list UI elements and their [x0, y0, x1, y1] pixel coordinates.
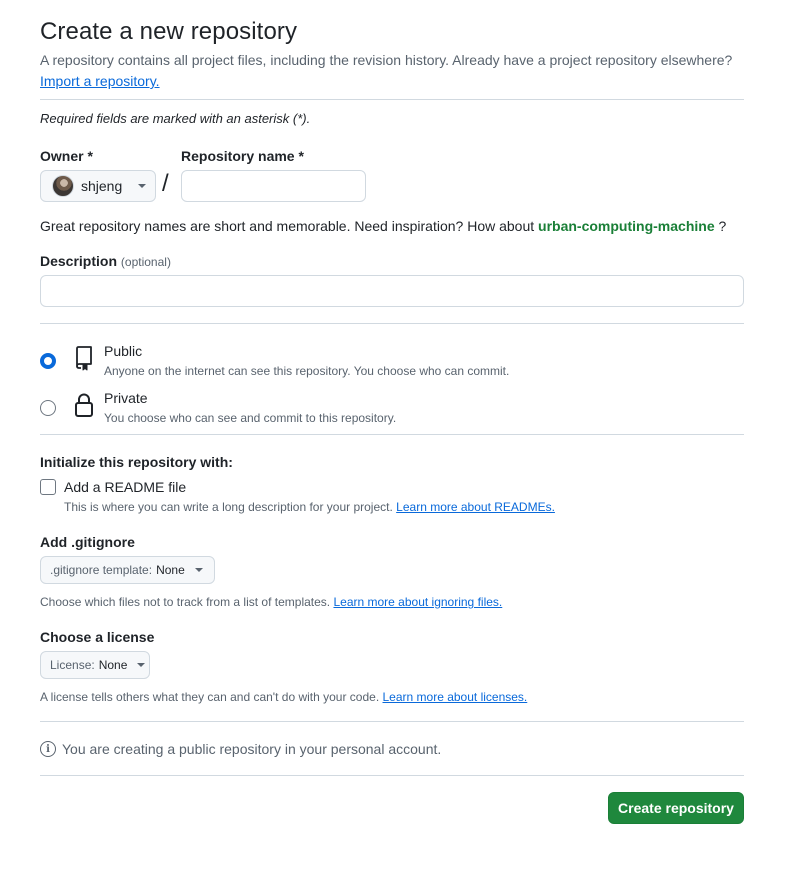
suggested-name-link[interactable]: urban-computing-machine: [538, 218, 715, 234]
repository-name-input[interactable]: [181, 170, 366, 202]
learn-ignoring-files-link[interactable]: Learn more about ignoring files.: [333, 595, 503, 609]
owner-label: Owner *: [40, 148, 93, 164]
learn-licenses-link[interactable]: Learn more about licenses.: [382, 690, 528, 704]
license-label: Choose a license: [40, 629, 155, 645]
readme-desc-text: This is where you can write a long description for your project.: [64, 500, 393, 514]
private-radio[interactable]: [40, 400, 56, 416]
description-input[interactable]: [40, 275, 744, 307]
license-desc-text: A license tells others what they can and can't do with your code.: [40, 690, 380, 704]
divider: [40, 434, 744, 435]
owner-dropdown[interactable]: [40, 170, 156, 202]
description-label: [40, 253, 171, 269]
page-intro: A repository contains all project files, including the revision history. Already have a project repository elsewhere?: [40, 52, 733, 68]
owner-name: shjeng: [81, 178, 123, 194]
divider: [40, 99, 744, 100]
owner-repo-separator: /: [162, 170, 169, 197]
license-description: [40, 690, 527, 704]
gitignore-desc-text: Choose which files not to track from a list of templates.: [40, 595, 331, 609]
description-label-text: Description: [40, 253, 118, 269]
gitignore-select-prefix: .gitignore template:: [50, 563, 153, 577]
create-repository-button[interactable]: Create repository: [608, 792, 744, 824]
info-message: You are creating a public repository in your personal account.: [62, 741, 442, 757]
gitignore-select-value: None: [156, 563, 185, 577]
chevron-down-icon: [137, 663, 145, 667]
readme-checkbox[interactable]: [40, 479, 56, 495]
chevron-down-icon: [195, 568, 203, 572]
initialize-heading: Initialize this repository with:: [40, 454, 233, 470]
lock-icon: [73, 392, 95, 418]
user-avatar: [52, 175, 74, 197]
private-description: You choose who can see and commit to this repository.: [104, 411, 397, 425]
gitignore-description: [40, 595, 502, 609]
name-suggestion-hint: [40, 218, 726, 234]
license-select-prefix: License:: [50, 658, 95, 672]
private-title: Private: [104, 390, 148, 406]
license-select-value: None: [98, 658, 128, 672]
gitignore-label: Add .gitignore: [40, 534, 135, 550]
divider: [40, 721, 744, 722]
repo-icon: [72, 345, 96, 371]
divider: [40, 775, 744, 776]
repository-name-label: Repository name *: [181, 148, 304, 164]
readme-label: Add a README file: [64, 479, 187, 495]
public-radio[interactable]: [40, 353, 56, 369]
readme-description: [64, 500, 555, 514]
optional-tag: (optional): [120, 255, 171, 269]
learn-readmes-link[interactable]: Learn more about READMEs.: [396, 500, 555, 514]
chevron-down-icon: [138, 184, 146, 188]
public-description: Anyone on the internet can see this repository. You choose who can commit.: [104, 364, 510, 378]
visibility-info: [40, 741, 441, 757]
import-repository-link[interactable]: Import a repository.: [40, 73, 160, 89]
info-icon: i: [40, 741, 56, 757]
public-title: Public: [104, 343, 143, 359]
page-title: Create a new repository: [40, 18, 298, 45]
required-fields-note: Required fields are marked with an asterisk (*).: [40, 111, 311, 126]
hint-text: Great repository names are short and memorable. Need inspiration? How about: [40, 218, 535, 234]
divider: [40, 323, 744, 324]
license-select[interactable]: [40, 651, 150, 679]
hint-suffix: ?: [718, 218, 727, 234]
gitignore-template-select[interactable]: [40, 556, 215, 584]
